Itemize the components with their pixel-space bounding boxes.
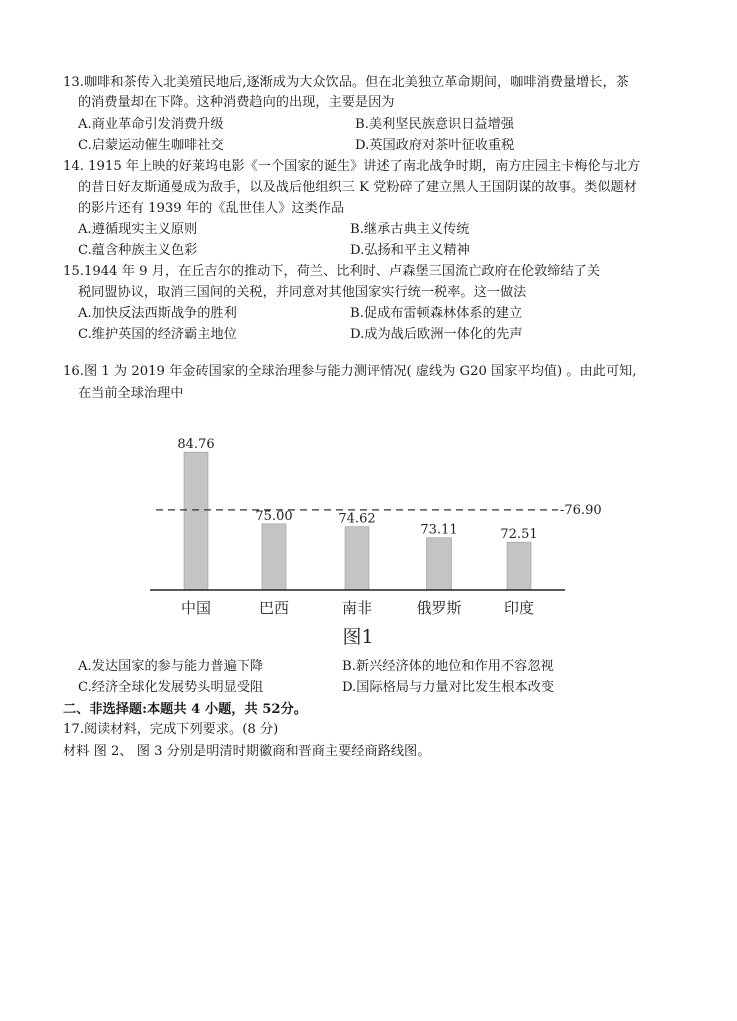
category-label-1: 中国: [180, 599, 212, 617]
q17-material: 材料 图 2、 图 3 分别是明清时期徽商和晋商主要经商路线图。: [63, 744, 431, 759]
section-2-heading: 二、非选择题:本题共 4 小题，共 52分。: [63, 702, 307, 717]
bar-value-label-4: 73.11: [420, 522, 458, 538]
q14-option-a: A.遵循现实主义原则: [78, 222, 198, 237]
figure-caption: 图1: [342, 626, 374, 648]
bar-value-label-1: 84.76: [177, 437, 215, 453]
q15-stem-line2: 税同盟协议，取消三国间的关税，并同意对其他国家实行统一税率。这一做法: [78, 285, 527, 300]
q16-option-d: D.国际格局与力量对比发生根本改变: [342, 680, 555, 695]
bar-value-label-2: 75.00: [255, 508, 293, 524]
category-label-5: 印度: [503, 599, 535, 617]
q15-option-c: C.维护英国的经济霸主地位: [78, 327, 237, 342]
category-label-3: 南非: [341, 599, 373, 617]
q13-option-c: C.启蒙运动催生咖啡社交: [78, 138, 224, 153]
q14-option-b: B.继承古典主义传统: [350, 222, 470, 237]
q13-stem-line2: 的消费量却在下降。这种消费趋向的出现，主要是因为: [78, 95, 395, 110]
q17-stem: 17.阅读材料，完成下列要求。(8 分): [63, 722, 279, 737]
g20-average-label: -76.90: [560, 502, 602, 518]
q15-option-d: D.成为战后欧洲一体化的先声: [350, 327, 523, 342]
q16-stem-line1: 16.图 1 为 2019 年金砖国家的全球治理参与能力测评情况( 虚线为 G20 国家平均值) 。由此可知,: [63, 364, 637, 379]
bar-4: [427, 538, 452, 590]
q13-option-a: A.商业革命引发消费升级: [78, 117, 224, 132]
q16-option-a: A.发达国家的参与能力普遍下降: [78, 659, 264, 674]
q14-stem-line1: 14. 1915 年上映的好莱坞电影《一个国家的诞生》讲述了南北战争时期，南方庄园主卡梅伦与北方: [63, 159, 641, 174]
q16-option-c: C.经济全球化发展势头明显受阻: [78, 680, 264, 695]
bar-value-label-5: 72.51: [500, 527, 538, 543]
bar-1: [184, 452, 208, 590]
bar-value-label-3: 74.62: [338, 511, 376, 527]
bar-5: [507, 542, 531, 590]
q16-option-b: B.新兴经济体的地位和作用不容忽视: [342, 659, 554, 674]
q15-stem-line1: 15.1944 年 9 月，在丘吉尔的推动下，荷兰、比利时、卢森堡三国流亡政府在伦敦缔结了关: [63, 264, 601, 279]
q15-option-a: A.加快反法西斯战争的胜利: [78, 306, 237, 321]
q14-stem-line3: 的影片还有 1939 年的《乱世佳人》这类作品: [78, 201, 345, 216]
q14-option-c: C.蕴含种族主义色彩: [78, 243, 198, 258]
q14-option-d: D.弘扬和平主义精神: [350, 243, 470, 258]
bar-2: [262, 524, 286, 590]
q13-option-b: B.美利坚民族意识日益增强: [355, 117, 514, 132]
q13-option-d: D.英国政府对茶叶征收重税: [355, 138, 515, 153]
q13-stem-line1: 13.咖啡和茶传入北美殖民地后,逐渐成为大众饮品。但在北美独立革命期间，咖啡消费量增长，茶: [63, 75, 629, 90]
q16-stem-line2: 在当前全球治理中: [78, 386, 184, 401]
q14-stem-line2: 的昔日好友斯通曼成为敌手，以及战后他组织三 K 党粉碎了建立黑人王国阴谋的故事。类似题材: [78, 180, 637, 195]
q15-option-b: B.促成布雷顿森林体系的建立: [350, 306, 523, 321]
bar-3: [345, 527, 369, 590]
category-label-4: 俄罗斯: [416, 599, 462, 617]
figure-1-bar-chart: [140, 415, 660, 650]
category-label-2: 巴西: [258, 599, 290, 617]
